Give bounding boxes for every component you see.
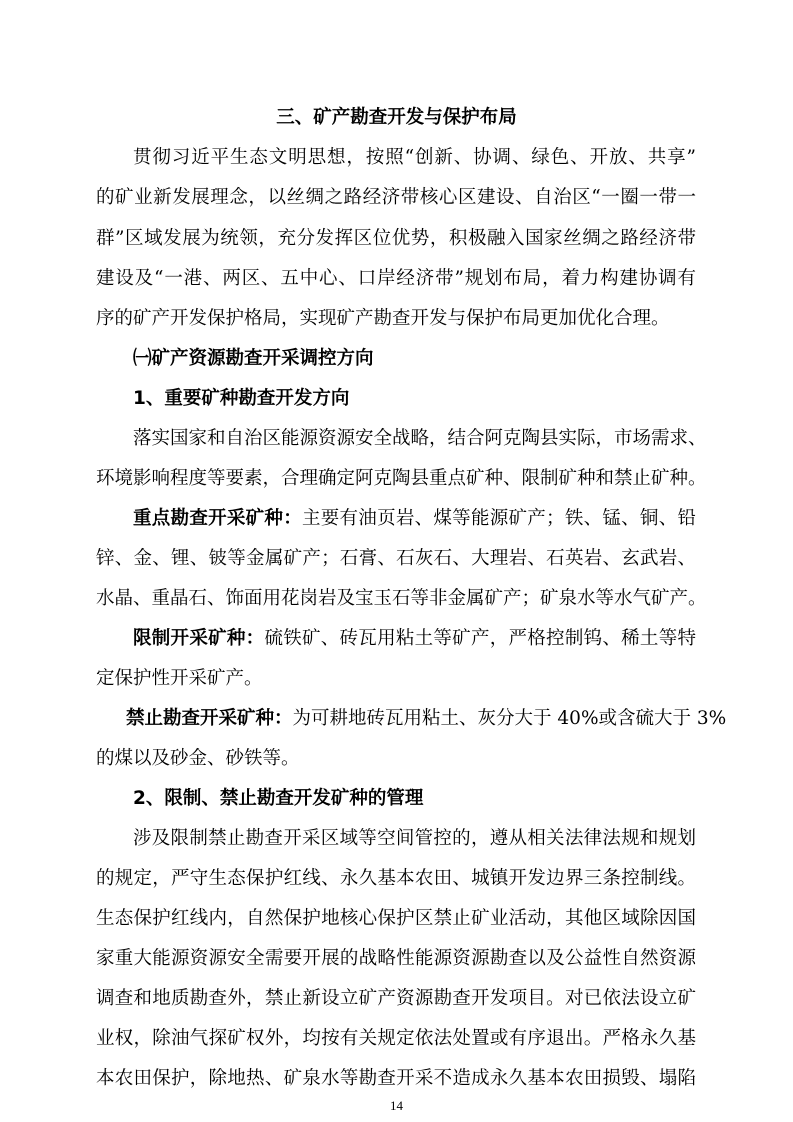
para-2-line-6: 业权，除油气探矿权外，均按有关规定依法处置或有序退出。严格永久基 xyxy=(96,1028,696,1049)
key-minerals-line-1 xyxy=(133,506,696,532)
key-minerals-line-3: 水晶、重晶石、饰面用花岗岩及宝玉石等非金属矿产；矿泉水等水气矿产。 xyxy=(96,588,707,609)
key-minerals-line-2: 锌、金、锂、铍等金属矿产；石膏、石灰石、大理岩、石英岩、玄武岩、 xyxy=(96,548,696,569)
key-minerals-lead: 重点勘查开采矿种： xyxy=(133,508,302,529)
prohibited-minerals-line-1 xyxy=(126,706,727,732)
intro-line-1: 贯彻习近平生态文明思想，按照“创新、协调、绿色、开放、共享” xyxy=(133,147,696,168)
key-minerals-text: 主要有油页岩、煤等能源矿产；铁、锰、铜、铅 xyxy=(301,508,696,529)
para-2-line-7: 本农田保护，除地热、矿泉水等勘查开采不造成永久基本农田损毁、塌陷 xyxy=(96,1068,696,1089)
para-2-line-2: 的规定，严守生态保护红线、永久基本农田、城镇开发边界三条控制线。 xyxy=(96,868,696,889)
para-2-line-3: 生态保护红线内，自然保护地核心保护区禁止矿业活动，其他区域除因国 xyxy=(96,908,696,929)
para-2-line-4: 家重大能源资源安全需要开展的战略性能源资源勘查以及公益性自然资源 xyxy=(96,948,696,969)
subsection-heading-2: 2、限制、禁止勘查开发矿种的管理 xyxy=(133,788,424,809)
para-2-line-5: 调查和地质勘查外，禁止新设立矿产资源勘查开发项目。对已依法设立矿 xyxy=(96,988,696,1009)
intro-line-3: 群”区域发展为统领，充分发挥区位优势，积极融入国家丝绸之路经济带 xyxy=(96,228,696,249)
restricted-minerals-text: 硫铁矿、砖瓦用粘土等矿产，严格控制钨、稀土等特 xyxy=(264,628,696,649)
section-heading-1: ㈠矿产资源勘查开采调控方向 xyxy=(133,348,374,369)
para-1-line-1: 落实国家和自治区能源资源安全战略，结合阿克陶县实际，市场需求、 xyxy=(133,428,707,449)
subsection-heading-1: 1、重要矿种勘查开发方向 xyxy=(133,388,350,409)
intro-line-5: 序的矿产开发保护格局，实现矿产勘查开发与保护布局更加优化合理。 xyxy=(96,308,670,329)
restricted-minerals-lead: 限制开采矿种： xyxy=(133,628,265,649)
para-2-line-1: 涉及限制禁止勘查开采区域等空间管控的，遵从相关法律法规和规划 xyxy=(133,828,696,849)
intro-line-2: 的矿业新发展理念，以丝绸之路经济带核心区建设、自治区“一圈一带一 xyxy=(96,187,696,208)
section-title: 三、矿产勘查开发与保护布局 xyxy=(276,107,517,128)
restricted-minerals-line-1 xyxy=(133,626,696,652)
restricted-minerals-line-2: 定保护性开采矿产。 xyxy=(96,668,263,689)
prohibited-minerals-line-2: 的煤以及砂金、砂铁等。 xyxy=(96,748,300,769)
prohibited-minerals-lead: 禁止勘查开采矿种： xyxy=(126,708,293,729)
para-1-line-2: 环境影响程度等要素，合理确定阿克陶县重点矿种、限制矿种和禁止矿种。 xyxy=(96,468,707,489)
page-number: 14 xyxy=(390,1098,403,1113)
intro-line-4: 建设及“一港、两区、五中心、口岸经济带”规划布局，着力构建协调有 xyxy=(96,268,696,289)
prohibited-minerals-text: 为可耕地砖瓦用粘土、灰分大于 40%或含硫大于 3% xyxy=(292,708,727,729)
